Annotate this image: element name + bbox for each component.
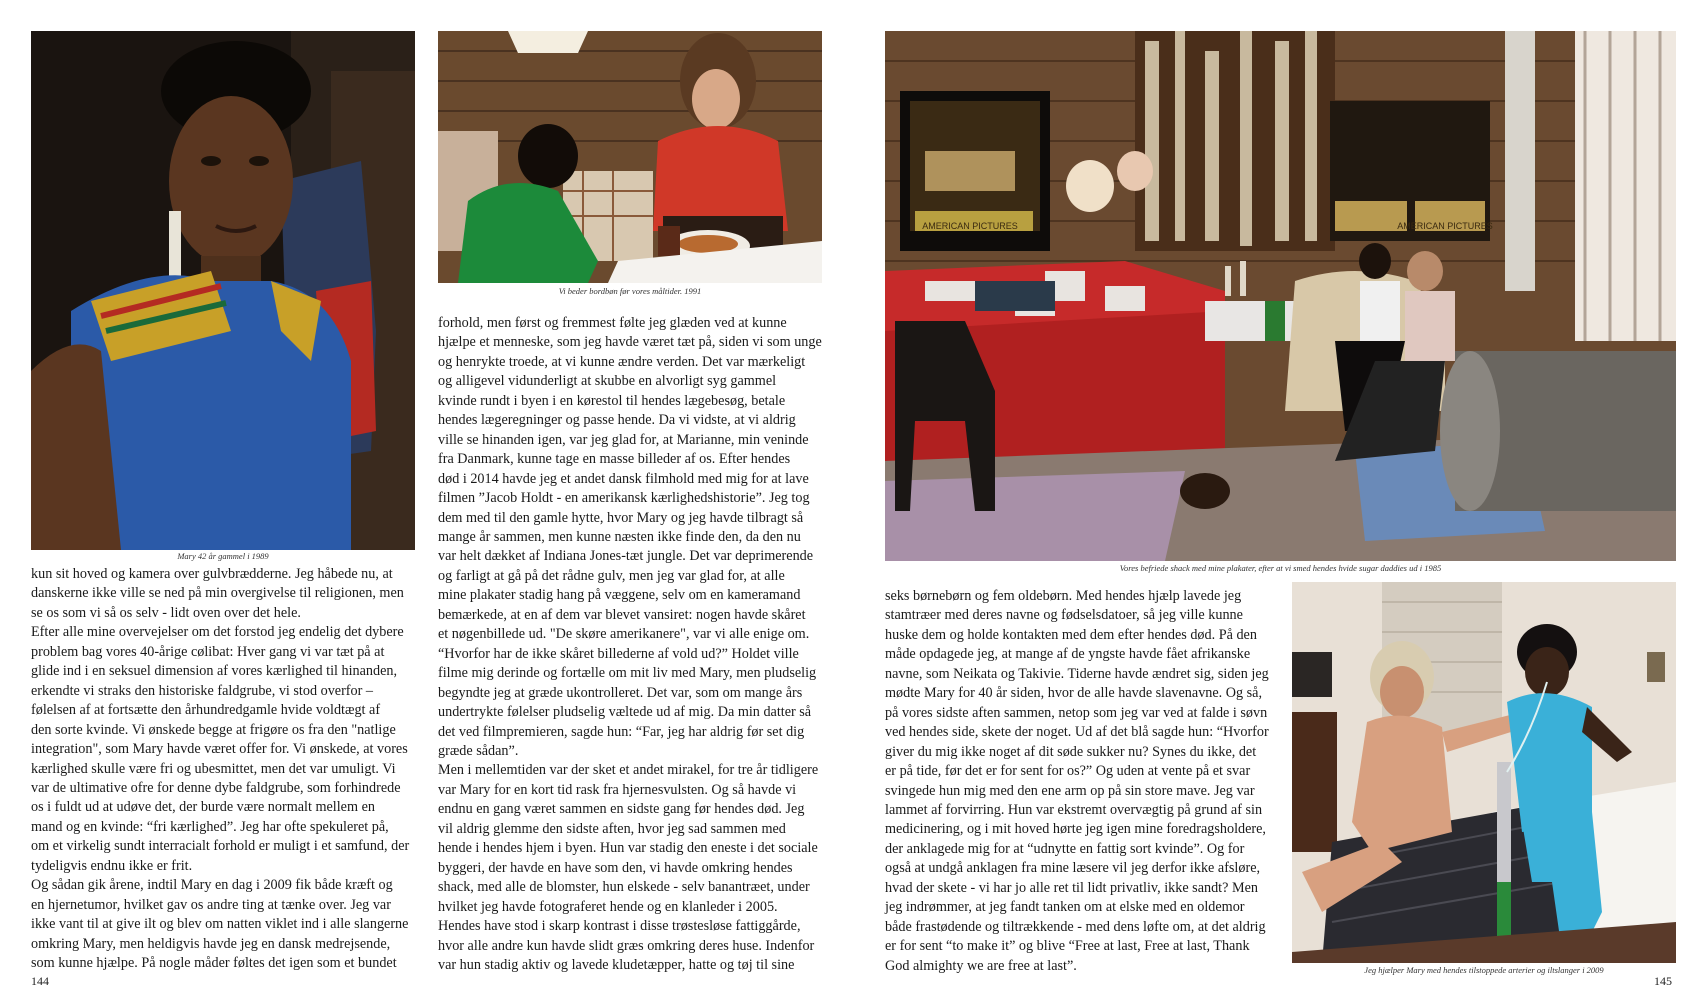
text-line: død i 2014 havde jeg et andet dansk filmhold med mig for at lave — [438, 470, 809, 487]
text-line: fra Danmark, kunne tage en masse billeder af os. Efter hendes — [438, 451, 791, 468]
text-line: endnu en gang været sammen en sidste gang før hendes død. Jeg — [438, 801, 805, 818]
text-line: begyndte jeg at græde ukontrolleret. Det var, som om mange års — [438, 684, 803, 701]
text-line: kvinde rundt i byen i en kørestol til hendes lægebesøg, betale — [438, 392, 786, 409]
text-line: problem bag vores 40-årige cølibat: Hver gang vi var tæt på at — [31, 643, 385, 660]
text-line: erkendte vi straks den historiske faldgrube, vi stod overfor – — [31, 682, 373, 699]
poster-text-left: AMERICAN PICTURES — [922, 221, 1018, 231]
text-line: også at undgå anklagen fra mine læsere vil jeg derfor ikke afsløre, — [885, 860, 1261, 877]
text-line: både frastødende og tiltrækkende - med dens løfte om, at det aldrig — [885, 918, 1266, 935]
text-line: kærlighed skulle være fri og ubesmittet, men det var umuligt. Vi — [31, 760, 396, 777]
text-line: Hendes have stod i skarp kontrast i disse trøstesløse fattiggårde, — [438, 918, 801, 935]
text-line: bemærkede, at en af dem var blevet vansiret: nogen havde skåret — [438, 606, 806, 623]
text-line: en hjernetumor, hvilket gav os andre ting at tænke over. Jeg var — [31, 896, 391, 913]
text-line: medicinering, og i mit hoved hørte jeg igen mine foredragsholdere, — [885, 821, 1266, 838]
text-line: filme mig derinde og fortælle om mit liv med Mary, men pludselig — [438, 665, 817, 682]
photo-table-prayer — [438, 31, 822, 283]
page-number-right: 145 — [1654, 974, 1672, 988]
text-line: græde sådan”. — [438, 742, 519, 759]
text-line: jeg indrømmer, at jeg fandt tanken om at elske med en oldemor — [885, 899, 1245, 916]
text-line: shack, med alle de blomster, hun elskede - selv banantræet, under — [438, 879, 810, 896]
text-line: navne, som Neikata og Takivie. Tiderne havde ændret sig, siden jeg — [885, 665, 1269, 682]
text-line: mødte Mary for 40 år siden, hvor de alle havde slavenavne. Og så, — [885, 685, 1263, 702]
text-line: lammet af forvirring. Hun var ekstremt overvægtig på grund af sin — [885, 801, 1263, 818]
text-line: stamtræer med deres navne og fødselsdatoer, så jeg ville kunne — [885, 607, 1243, 624]
text-line: er på tide, før det er for sent for os?” Og uden at vente på et svar — [885, 763, 1251, 780]
text-line: dem med til den gamle hytte, hvor Mary og jeg havde tilbragt så — [438, 509, 804, 526]
text-line: den sorte kvinde. Vi ønskede begge at frigøre os fra den "natlige — [31, 721, 396, 738]
caption-photo4: Jeg hjælper Mary med hendes tilstoppede arterier og iltslanger i 2009 — [1364, 965, 1604, 975]
text-line: på vores sidste aften sammen, netop som jeg var ved at falde i søvn — [885, 704, 1268, 721]
text-line: mine plakater stadig hang på væggene, selv om en kameramand — [438, 587, 801, 604]
text-line: er for sent “to make it” og blive “Free at last, Free at last, Thank — [885, 938, 1250, 955]
text-line: integration", som Mary havde været offer for. Vi ønskede, at vores — [31, 741, 408, 758]
text-line: svingede hun mig med den ene arm op på sin store mave. Jeg var — [885, 782, 1255, 799]
text-line: Efter alle mine overvejelser om det forstod jeg endelig det dybere — [31, 624, 404, 641]
photo-shack-interior — [885, 31, 1676, 561]
text-line: og farligt at gå på det rådne gulv, men jeg var glad for, at alle — [438, 567, 785, 584]
text-line: et nøgenbillede ud. "De skøre amerikanere", var vi alle enige om. — [438, 626, 810, 643]
text-line: hendes lægeregninger og passe hende. Da vi vidste, at vi aldrig — [438, 412, 796, 429]
text-line: ville se hinanden igen, var jeg glad for, at Marianne, min veninde — [438, 431, 809, 448]
text-line: hende i hendes hjem i byen. Hun var stadig den eneste i det sociale — [438, 840, 818, 857]
caption-photo1: Mary 42 år gammel i 1989 — [177, 551, 269, 561]
text-line: undertrykte følelser pludselig væltede ud af mig. Da min datter så — [438, 704, 812, 721]
text-line: ikke vant til at give ilt og blev om natten viklet ind i alle slangerne — [31, 916, 409, 933]
text-column-3 — [885, 587, 1285, 976]
text-line: det ved filmpremieren, sagde hun: “Far, jeg har aldrig før set dig — [438, 723, 805, 740]
page-number-left: 144 — [31, 974, 49, 988]
text-line: og henrykte troede, at vi kunne ændre verden. Det var mærkeligt — [438, 353, 806, 370]
text-line: filmen ”Jacob Holdt - en amerikansk kærlighedshistorie”. Jeg tog — [438, 490, 810, 507]
text-line: mange år sammen, men kunne næsten ikke finde den, da den nu — [438, 528, 801, 545]
text-line: Og sådan gik årene, indtil Mary en dag i 2009 fik både kræft og — [31, 877, 393, 894]
text-line: forhold, men først og fremmest følte jeg glæden ved at kunne — [438, 315, 787, 331]
text-line: vil aldrig glemme den sidste aften, hvor jeg sad sammen med — [438, 820, 786, 837]
text-line: giver du mig ikke noget af dit søde sukker nu? Synes du ikke, det — [885, 743, 1257, 760]
text-line: og alligevel vidunderligt at skubbe en alvorligt syg gammel — [438, 373, 777, 390]
text-line: var Mary for en kort tid rask fra hjernesvulsten. Og så havde vi — [438, 781, 797, 798]
text-line: seks børnebørn og fem oldebørn. Med hendes hjælp lavede jeg — [885, 588, 1242, 604]
text-line: tydeligvis endnu ikke er frit. — [31, 857, 193, 874]
photo-oxygen-help — [1292, 582, 1676, 963]
text-line: Men i mellemtiden var der sket et andet mirakel, for tre år tidligere — [438, 762, 819, 779]
text-line: kun sit hoved og kamera over gulvbrædderne. Jeg håbede nu, at — [31, 566, 393, 582]
text-line: hvor alle andre kun havde slidt græs omkring deres huse. Indenfor — [438, 937, 815, 954]
text-line: “Hvorfor har de ikke skåret billederne af vold ud?” Holdet ville — [438, 645, 799, 662]
text-line: mand og en kvinde: “fri kærlighed”. Jeg har ofte spekuleret på, — [31, 818, 389, 835]
text-line: os i fuldt ud at udøve det, der burde være normalt mellem en — [31, 799, 375, 816]
text-line: ved hendes side, skete der noget. Ud af det blå sagde hun: “Hvorfor — [885, 724, 1269, 741]
text-line: der anklagede mig for at “udnytte en fattig sort kvinde”. Og for — [885, 840, 1245, 857]
text-line: hvilket jeg havde fotograferet hende og en klanleder i 2005. — [438, 898, 778, 915]
text-line: se os som vi så os selv - lidt oven over det hele. — [31, 604, 301, 621]
text-line: omkring Mary, men heldigvis havde jeg en dansk medrejsende, — [31, 935, 391, 952]
caption-photo3: Vores befriede shack med mine plakater, efter at vi smed hendes hvide sugar daddies ud i 1985 — [1119, 563, 1442, 573]
text-line: var de ultimative ofre for denne dybe faldgrube, som forhindrede — [31, 779, 401, 796]
text-column-2 — [438, 314, 822, 975]
text-line: danskerne ikke ville se ned på min overgivelse til religionen, men — [31, 585, 404, 602]
text-line: var helt dækket af Indiana Jones-tæt jungle. Det var deprimerende — [438, 548, 814, 565]
text-line: var hun stadig aktiv og lavede kludetæpper, hatte og tøj til sine — [438, 956, 795, 973]
poster-text-right: AMERICAN PICTURES — [1397, 221, 1493, 231]
text-line: glide ind i en seksuel dimension af vores kærlighed til hinanden, — [31, 663, 398, 680]
text-line: måde opdagede jeg, at mange af de yngste havde fået afrikanske — [885, 646, 1251, 663]
text-line: hvad der skete - vi har jo alle ret til lidt privatliv, ikke sandt? Men — [885, 879, 1258, 896]
text-line: God almighty we are free at last”. — [885, 957, 1077, 974]
text-line: byggeri, der havde en have som den, vi havde omkring hendes — [438, 859, 793, 876]
text-line: huske dem og holde kontakten med dem efter hendes død. På den — [885, 626, 1257, 643]
photo-mary-portrait — [31, 31, 415, 550]
text-line: om et virkelig sundt interracialt forhold er muligt i et samfund, der — [31, 838, 410, 855]
text-column-1 — [31, 565, 415, 974]
caption-photo2: Vi beder bordbøn før vores måltider. 1991 — [558, 286, 702, 296]
text-line: hjælpe et menneske, som jeg havde været tæt på, siden vi som unge — [438, 334, 822, 351]
text-line: som kunne hjælpe. På nogle måder føltes det igen som et bundet — [31, 955, 397, 972]
text-line: følelsen af at fortsætte den århundredgamle hvide voldtægt af — [31, 702, 381, 719]
